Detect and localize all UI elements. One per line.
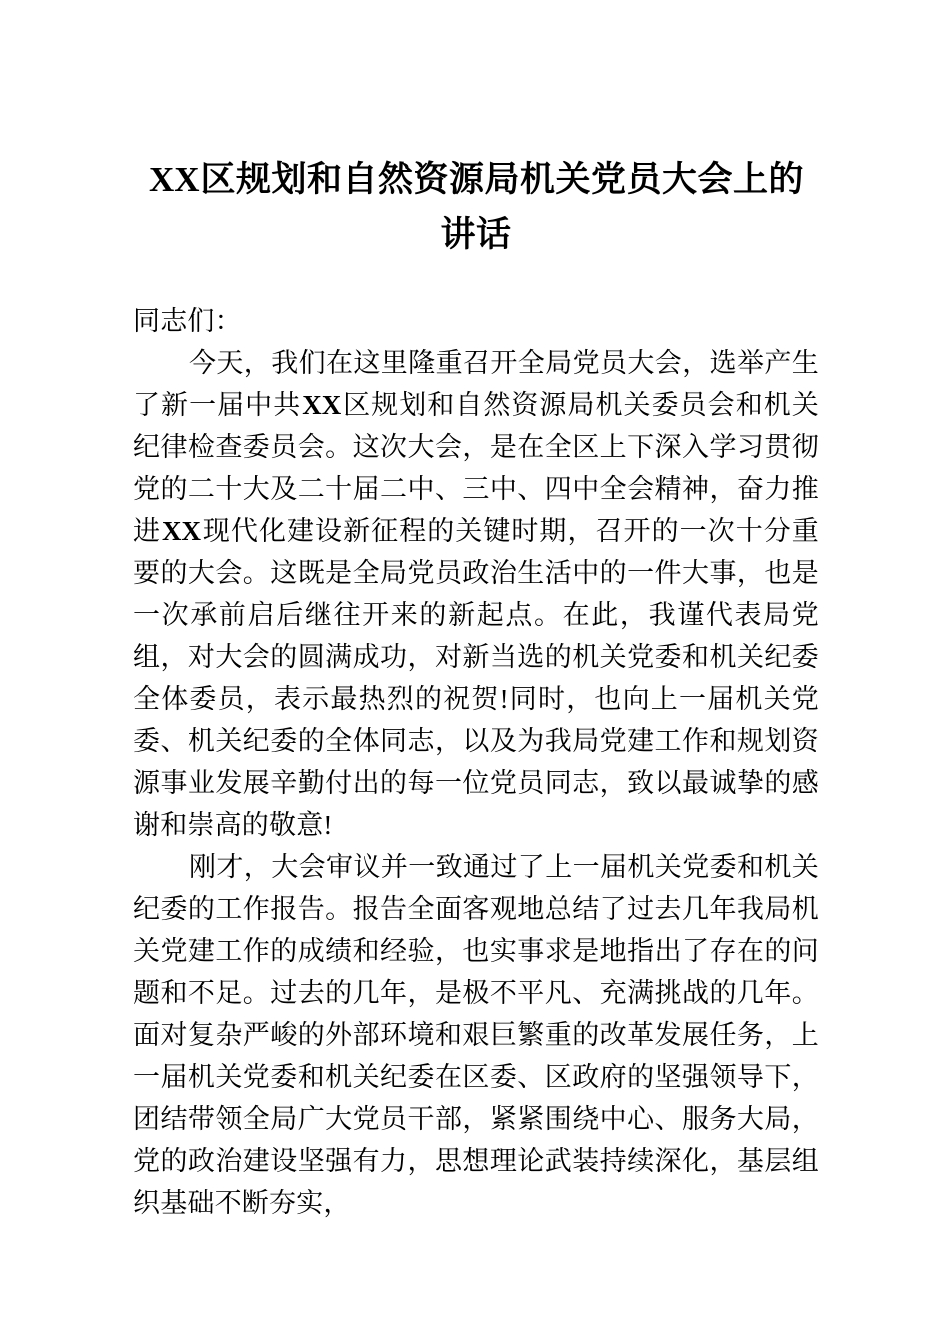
page-title — [133, 0, 819, 262]
paragraph-2: 刚才，大会审议并一致通过了上一届机关党委和机关纪委的工作报告。报告全面客观地总结了过去几年我局机关党建工作的成绩和经验，也实事求是地指出了存在的问题和不足。过去的几年，是极不平凡、充满挑战的几年。面对复杂严峻的外部环境和艰巨繁重的改革发展任务，上一届机关党委和机关纪委在区委、区政府的坚强领导下，团结带领全局广大党员干部，紧紧围绕中心、服务大局，党的政治建设坚强有力，思想理论武装持续深化，基层组织基础不断夯实， — [133, 852, 819, 1218]
paragraph-salutation: 同志们： — [133, 306, 242, 336]
page-title-line-1: XX区规划和自然资源局机关党员大会上的 — [148, 160, 805, 199]
latin-token: XX — [162, 516, 202, 546]
latin-token: XX — [302, 390, 342, 420]
document-body — [133, 262, 819, 1224]
page-title-line-2: 讲话 — [440, 215, 512, 254]
paragraph-1: 今天，我们在这里隆重召开全局党员大会，选举产生了新一届中共XX区规划和自然资源局机关委员会和机关纪律检查委员会。这次大会，是在全区上下深入学习贯彻党的二十大及二十届二中、三中、四中全会精神，奋力推进XX现代化建设新征程的关键时期，召开的一次十分重要的大会。这既是全局党员政治生活中的一件大事，也是一次承前启后继往开来的新起点。在此，我谨代表局党组，对大会的圆满成功，对新当选的机关党委和机关纪委全体委员，表示最热烈的祝贺!同时，也向上一届机关党委、机关纪委的全体同志，以及为我局党建工作和规划资源事业发展辛勤付出的每一位党员同志，致以最诚挚的感谢和崇高的敬意! — [133, 348, 819, 840]
latin-token: XX — [148, 160, 200, 199]
document-content-column — [133, 0, 819, 1224]
